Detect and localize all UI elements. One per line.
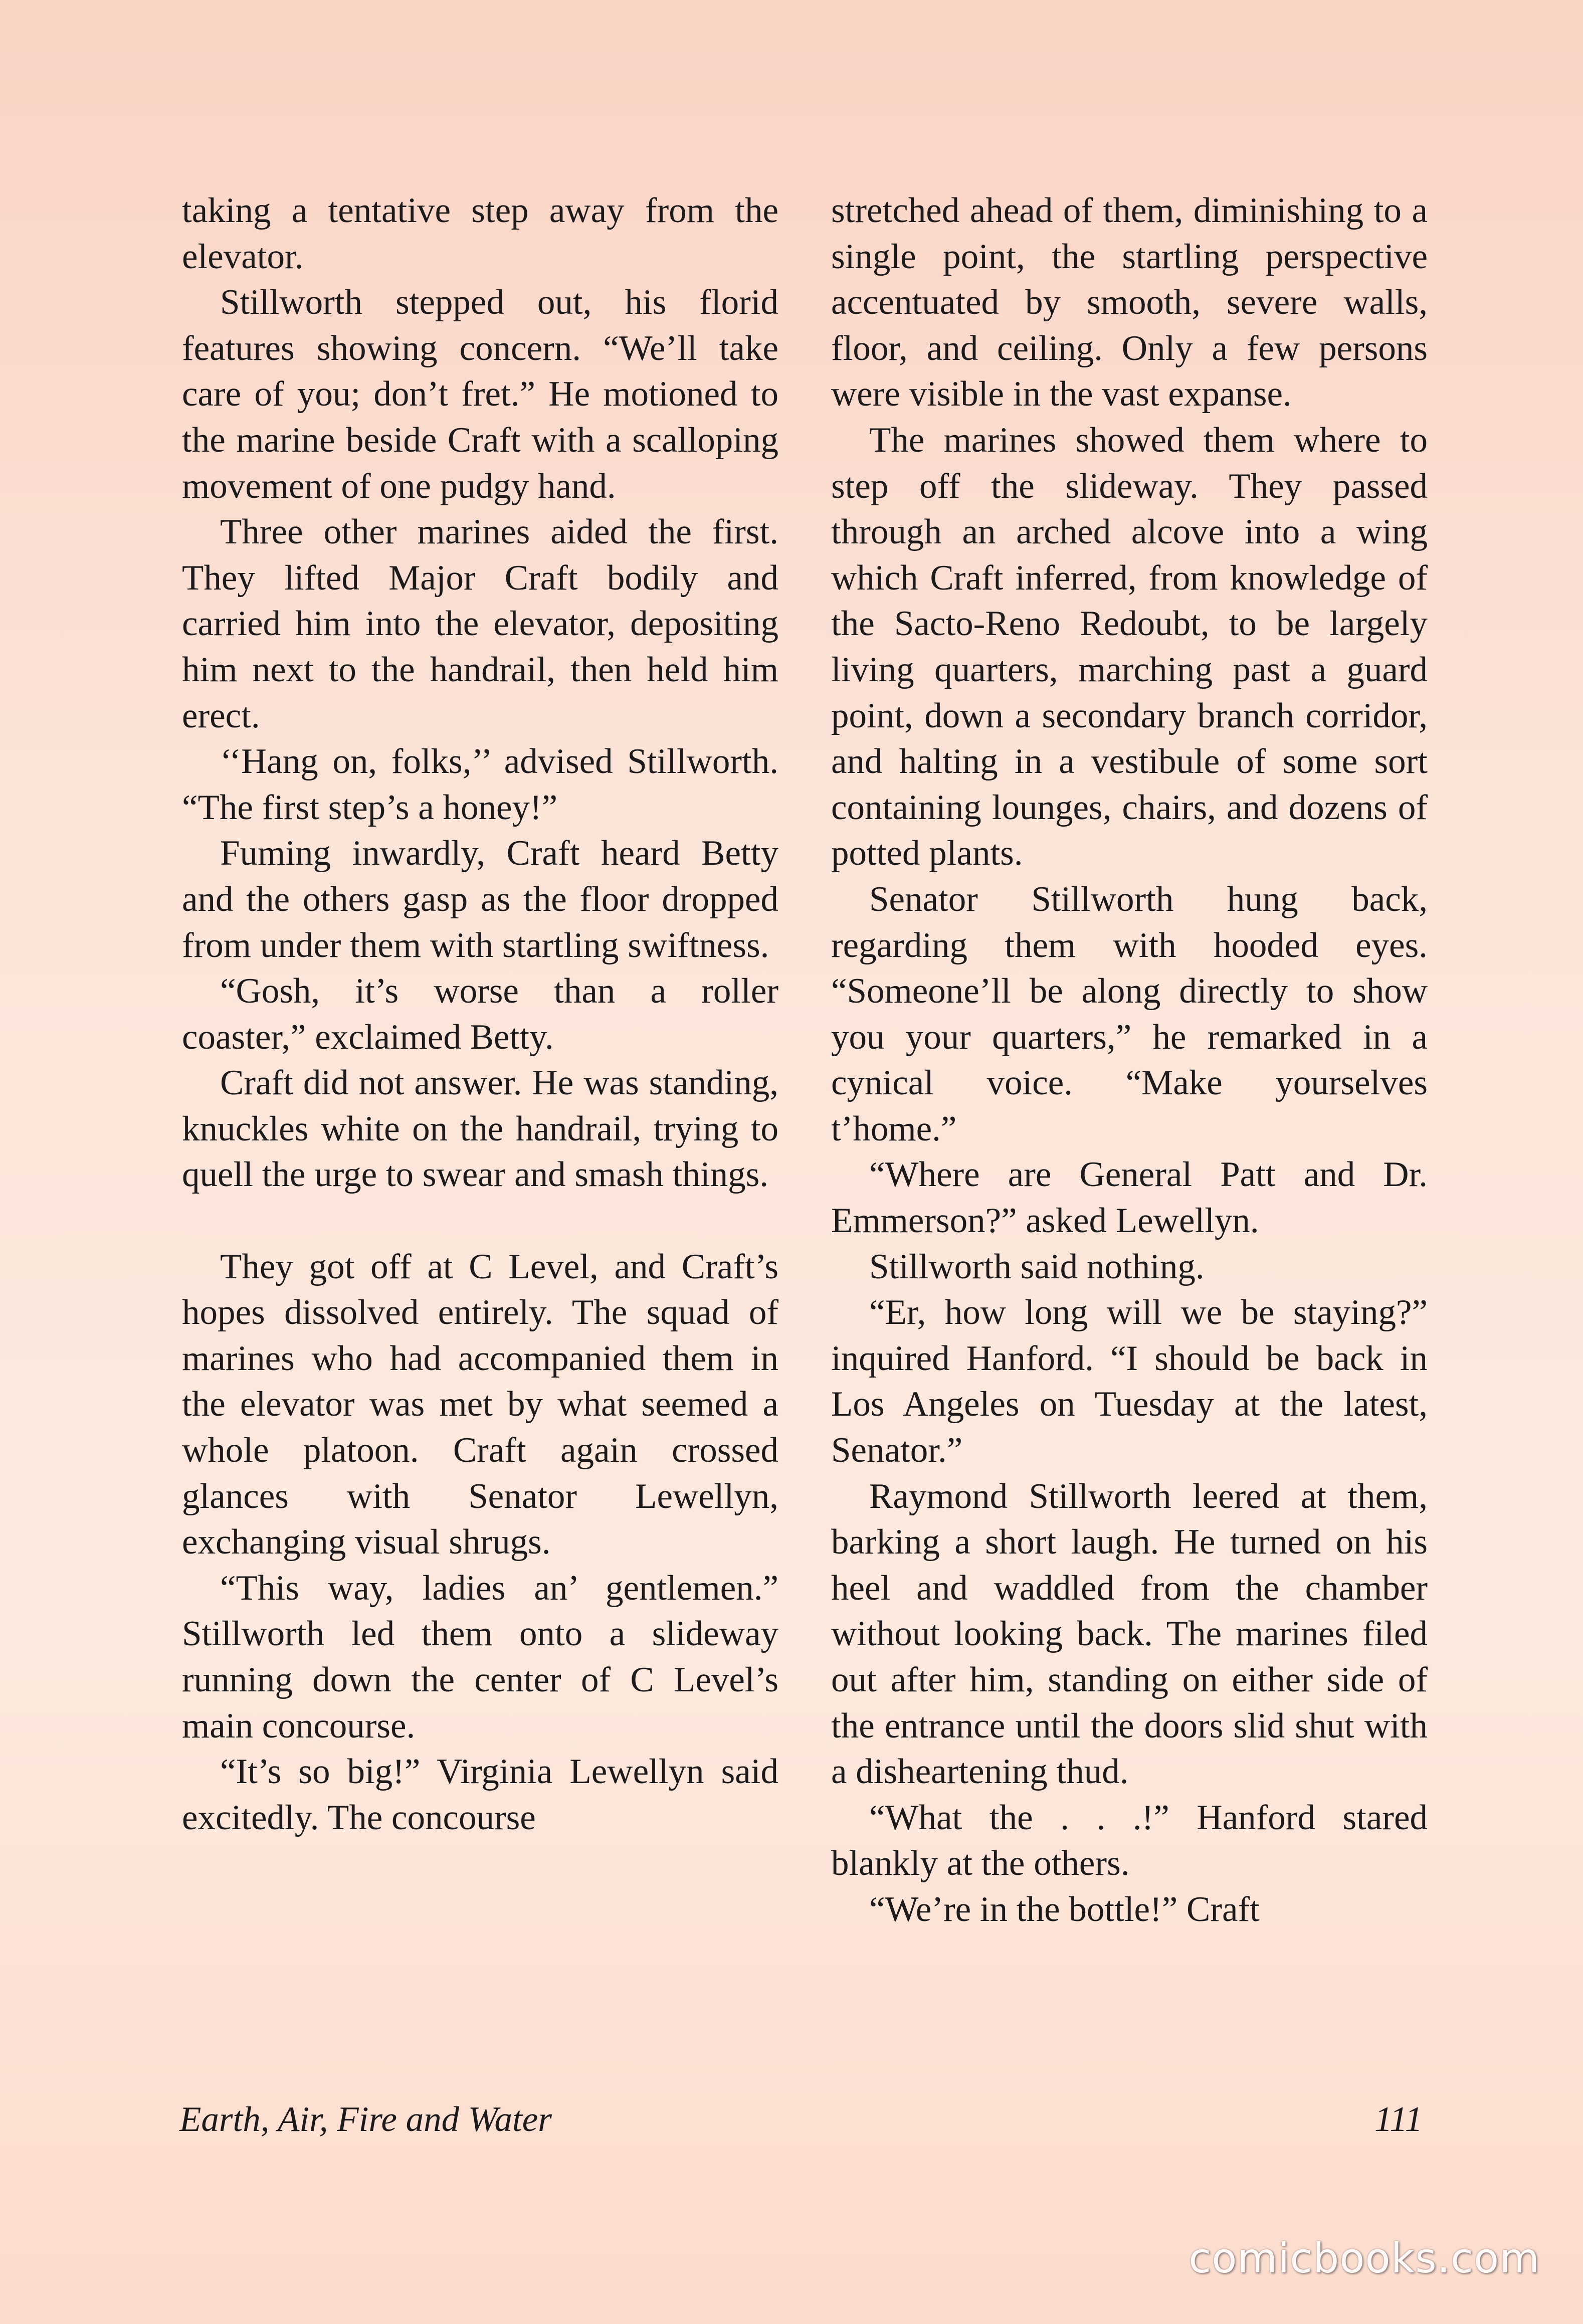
paragraph: Three other marines aided the first. They lifted Major Craft bodily and carried him into the elevator, depositing him next to the handrail, then held him erect.	[182, 512, 778, 735]
running-footer-title: Earth, Air, Fire and Water	[179, 2100, 552, 2139]
paragraph: The marines showed them where to step off the slideway. They passed through an arched alcove into a wing which Craft inferred, from knowledge of the Sacto-Reno Redoubt, to be largely living quarters, marching past a guard point, down a secondary branch corridor, and halting in a vestibule of some sort containing lounges, chairs, and dozens of potted plants.	[831, 420, 1428, 873]
paragraph: taking a tentative step away from the elevator.	[182, 191, 778, 276]
paragraph: Craft did not answer. He was standing, knuckles white on the handrail, trying to quell the urge to swear and smash things.	[182, 1063, 778, 1195]
watermark: comicbooks.com	[1189, 2235, 1540, 2282]
paragraph: Stillworth said nothing.	[869, 1247, 1205, 1286]
left-text-column	[182, 188, 778, 1841]
paragraph: “Gosh, it’s worse than a roller coaster,” exclaimed Betty.	[182, 972, 778, 1057]
paragraph: “It’s so big!” Virginia Lewellyn said excitedly. The concourse	[182, 1752, 778, 1837]
paragraph: stretched ahead of them, diminishing to a single point, the startling perspective accentuated by smooth, severe walls, floor, and ceiling. Only a few persons were visible in the vast expanse.	[831, 191, 1428, 414]
paragraph: Fuming inwardly, Craft heard Betty and the others gasp as the floor dropped from under them with startling swiftness.	[182, 834, 778, 965]
paragraph: They got off at C Level, and Craft’s hopes dissolved entirely. The squad of marines who had accompanied them in the elevator was met by what seemed a whole platoon. Craft again crossed glances with Senator Lewellyn, exchanging visual shrugs.	[182, 1247, 778, 1562]
right-text-column	[831, 188, 1428, 1933]
page-number: 111	[1374, 2100, 1423, 2139]
paragraph: “Where are General Patt and Dr. Emmerson?” asked Lewellyn.	[831, 1155, 1428, 1241]
paragraph: “What the . . .!” Hanford stared blankly at the others.	[831, 1798, 1428, 1883]
paragraph: Stillworth stepped out, his florid features showing concern. “We’ll take care of you; don’t fret.” He motioned to the marine beside Craft with a scalloping movement of one pudgy hand.	[182, 283, 778, 506]
paragraph: ‘‘Hang on, folks,’’ advised Stillworth. “The first step’s a honey!”	[182, 742, 778, 827]
paragraph: Senator Stillworth hung back, regarding them with hooded eyes. “Someone’ll be along directly to show you your quarters,” he remarked in a cynical voice. “Make yourselves t’home.”	[831, 879, 1428, 1148]
paragraph: “Er, how long will we be staying?” inquired Hanford. “I should be back in Los Angeles on Tuesday at the latest, Senator.”	[831, 1293, 1428, 1470]
paragraph: Raymond Stillworth leered at them, barking a short laugh. He turned on his heel and waddled from the chamber without looking back. The marines filed out after him, standing on either side of the entrance until the doors slid shut with a disheartening thud.	[831, 1476, 1428, 1792]
paragraph: “We’re in the bottle!” Craft	[869, 1889, 1260, 1929]
paragraph: “This way, ladies an’ gentlemen.” Stillworth led them onto a slideway running down the center of C Level’s main concourse.	[182, 1568, 778, 1746]
